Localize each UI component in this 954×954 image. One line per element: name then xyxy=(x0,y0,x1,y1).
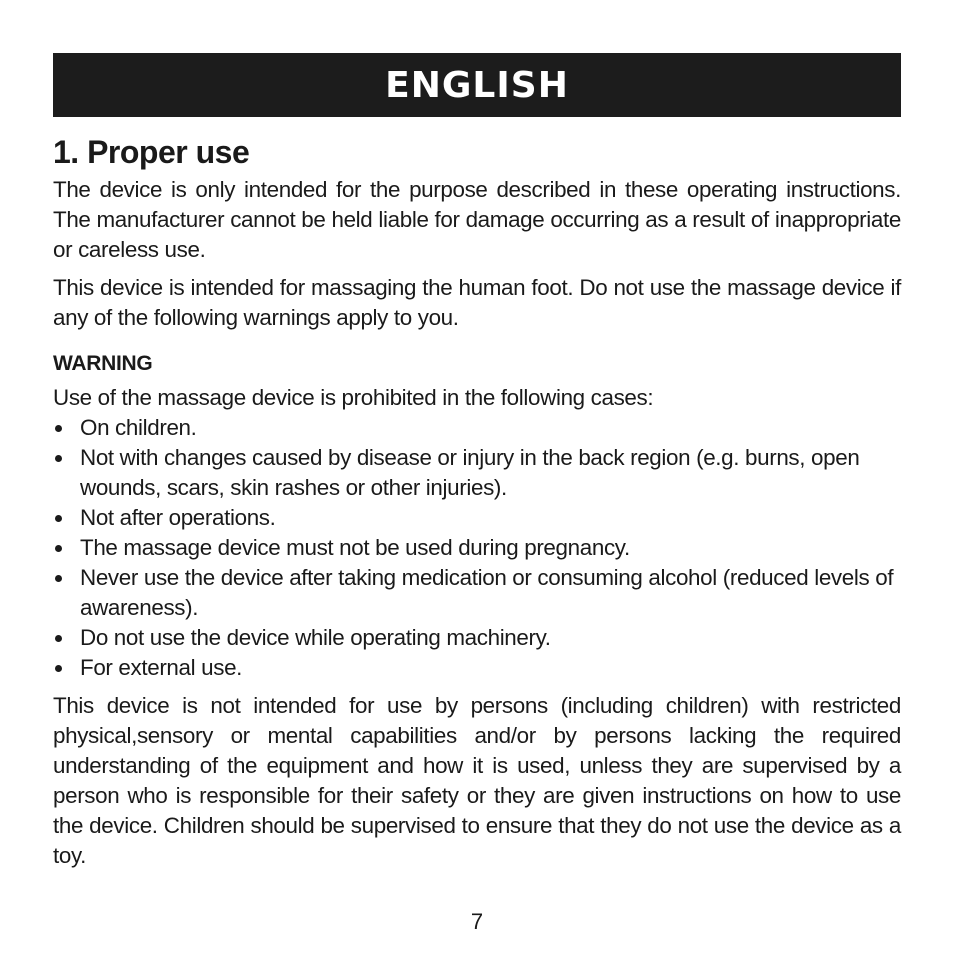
list-item-text: On children. xyxy=(80,415,197,440)
list-item-text: Not after operations. xyxy=(80,505,276,530)
bullet-icon xyxy=(55,455,62,462)
bullet-icon xyxy=(55,425,62,432)
list-item xyxy=(53,623,901,653)
list-item-text: Do not use the device while operating machinery. xyxy=(80,625,551,650)
bullet-icon xyxy=(55,635,62,642)
list-item xyxy=(53,413,901,443)
closing-paragraph: This device is not intended for use by persons (including children) with restricted physical,sensory or mental capabilities and/or by persons lacking the required understanding of the equipment and how it is used, unless they are supervised by a person who is responsible for their safety or they are given instructions on how to use the device. Children should be supervised to ensure that they do not use the device as a toy. xyxy=(53,693,901,868)
intro-paragraph-2: This device is intended for massaging the human foot. Do not use the massage device if any of the following warnings apply to you. xyxy=(53,275,901,330)
language-label: ENGLISH xyxy=(385,64,569,106)
warning-heading: WARNING xyxy=(53,352,153,375)
page-number: 7 xyxy=(470,909,484,934)
list-item xyxy=(53,563,901,623)
intro-paragraph-1: The device is only intended for the purpose described in these operating instructions. The manufacturer cannot be held liable for damage occurring as a result of inappropriate or careless use. xyxy=(53,177,901,262)
list-item-text: Never use the device after taking medication or consuming alcohol (reduced levels of awareness). xyxy=(80,565,894,620)
list-item xyxy=(53,533,901,563)
bullet-icon xyxy=(55,545,62,552)
bullet-icon xyxy=(55,575,62,582)
bullet-icon xyxy=(55,515,62,522)
list-item xyxy=(53,503,901,533)
manual-page xyxy=(53,53,901,879)
list-item xyxy=(53,653,901,683)
list-item xyxy=(53,443,901,503)
warning-list xyxy=(53,413,901,683)
bullet-icon xyxy=(55,665,62,672)
list-item-text: The massage device must not be used during pregnancy. xyxy=(80,535,630,560)
list-item-text: Not with changes caused by disease or injury in the back region (e.g. burns, open wounds, scars, skin rashes or other injuries). xyxy=(80,445,860,500)
warning-intro: Use of the massage device is prohibited in the following cases: xyxy=(53,385,654,410)
language-banner xyxy=(53,53,901,117)
list-item-text: For external use. xyxy=(80,655,243,680)
section-title: 1. Proper use xyxy=(53,134,250,170)
